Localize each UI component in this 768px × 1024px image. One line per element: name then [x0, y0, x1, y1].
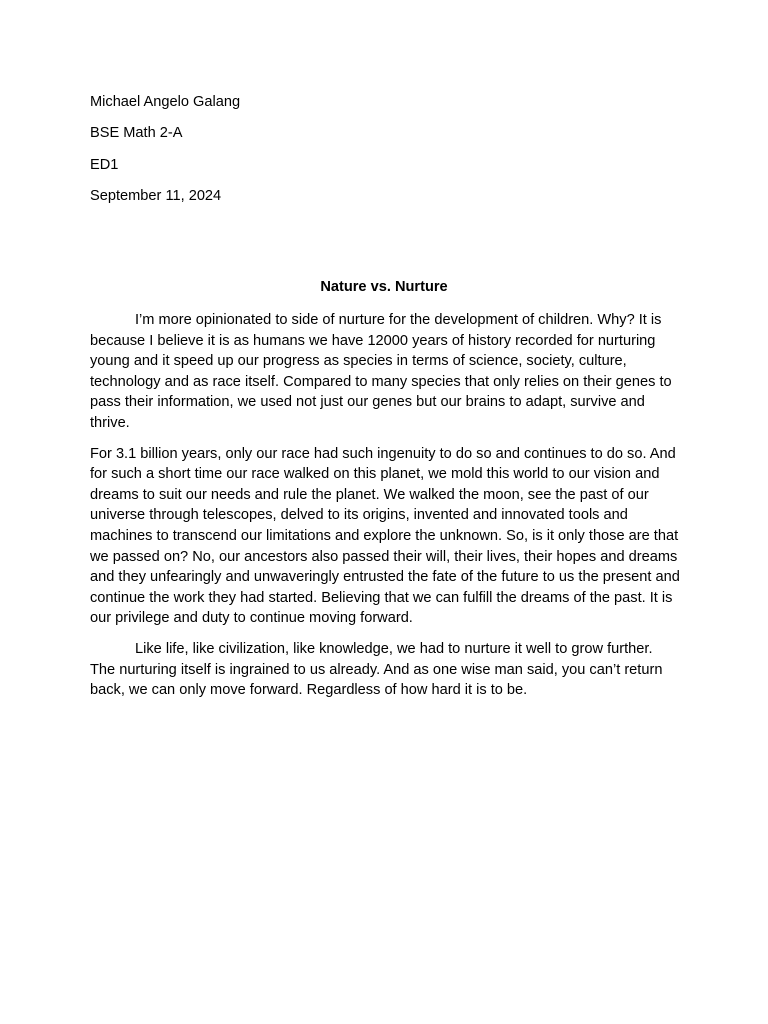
document-header [90, 92, 690, 217]
course-code: ED1 [90, 156, 119, 173]
author-name: Michael Angelo Galang [90, 94, 241, 110]
paragraph: Like life, like civilization, like knowledge, we had to nurture it well to grow further. The nurturing itself is ingrained to us already. And as one wise man said, you can’t return back, we can only move forward. Regardless of how hard it is to be. [90, 640, 663, 699]
paragraph: For 3.1 billion years, only our race had such ingenuity to do so and continues to do so. And for such a short time our race walked on this planet, we mold this world to our vision and dreams to suit our needs and rule the planet. We walked the moon, see the past of our universe through telescopes, delved to its origins, invented and innovated tools and machines to transcend our limitations and explore the unknown. So, is it only those are that we passed on? No, our ancestors also passed their will, their lives, their hopes and dreams and they unfearingly and unwaveringly entrusted the fate of the future to us the present and continue the work they had started. Believing that we can fulfill the dreams of the past. It is our privilege and duty to continue moving forward. [90, 445, 680, 627]
paragraph: I’m more opinionated to side of nurture for the development of children. Why? It is because I believe it is as humans we have 12000 years of history recorded for nurturing young and it speed up our progress as species in terms of science, society, culture, technology and as race itself. Compared to many species that only relies on their genes to pass their information, we used not just our genes but our brains to adapt, survive and thrive. [90, 312, 672, 431]
document-date: September 11, 2024 [90, 187, 222, 204]
essay-body [90, 310, 680, 711]
essay-title: Nature vs. Nurture [320, 279, 448, 295]
class-section: BSE Math 2-A [90, 125, 183, 142]
